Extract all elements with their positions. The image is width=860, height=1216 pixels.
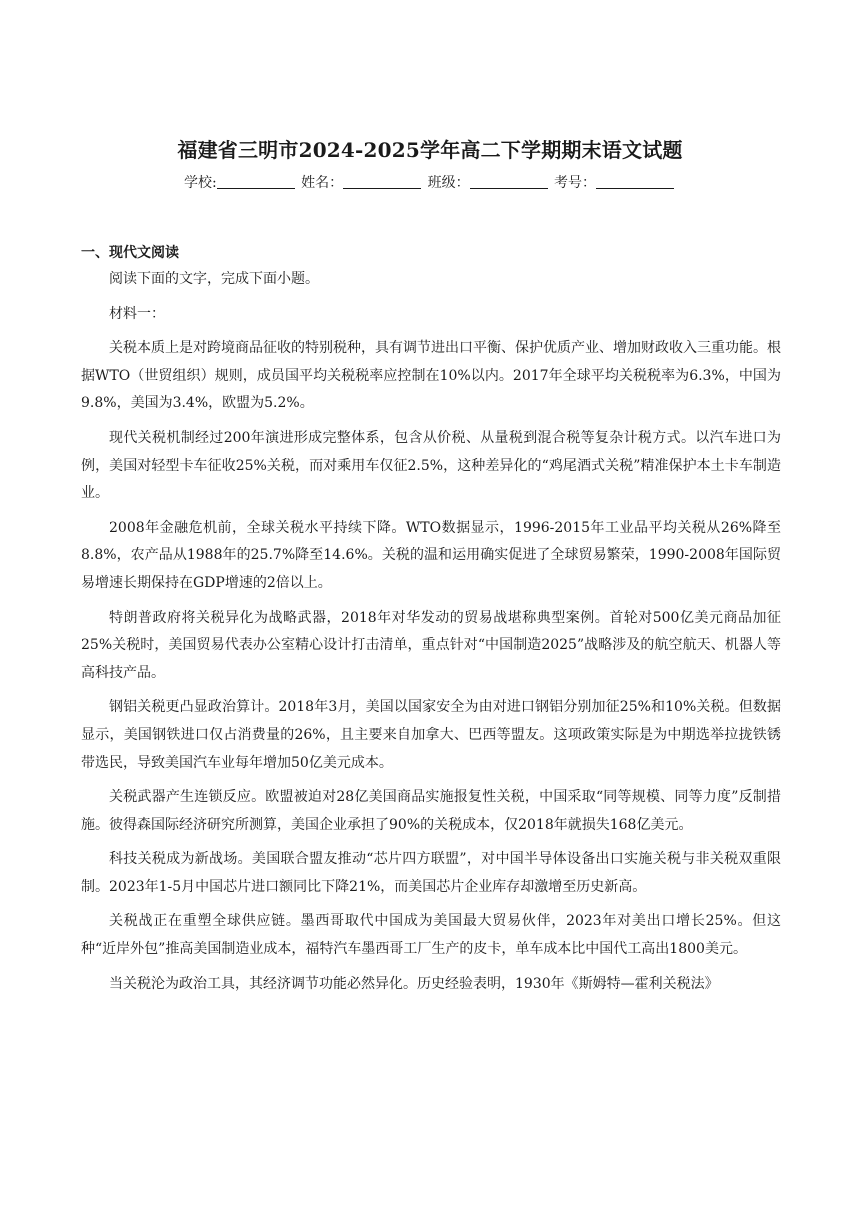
paragraph: 科技关税成为新战场。美国联合盟友推动“芯片四方联盟”，对中国半导体设备出口实施关税与非关税双重限制。2023年1-5月中国芯片进口额同比下降21%，而美国芯片企业库存却激增至历史新高。 [81,851,781,895]
name-blank[interactable] [343,174,421,189]
paragraph: 钢铝关税更凸显政治算计。2018年3月，美国以国家安全为由对进口钢铝分别加征25%和10%关税。但数据显示，美国钢铁进口仅占消费量的26%，且主要来自加拿大、巴西等盟友。这项政策实际是为中期选举拉拢铁锈带选民，导致美国汽车业每年增加50亿美元成本。 [81,699,781,771]
paragraph: 特朗普政府将关税异化为战略武器，2018年对华发动的贸易战堪称典型案例。首轮对500亿美元商品加征25%关税时，美国贸易代表办公室精心设计打击清单，重点针对“中国制造2025”战略涉及的航空航天、机器人等高科技产品。 [81,609,781,681]
paragraph: 关税本质上是对跨境商品征收的特别税种，具有调节进出口平衡、保护优质产业、增加财政收入三重功能。根据WTO（世贸组织）规则，成员国平均关税税率应控制在10%以内。2017年全球平均关税税率为6.3%，中国为9.8%，美国为3.4%，欧盟为5.2%。 [81,340,781,412]
class-label: 班级： [427,175,470,191]
paragraph: 2008年金融危机前，全球关税水平持续下降。WTO数据显示，1996-2015年工业品平均关税从26%降至8.8%，农产品从1988年的25.7%降至14.6%。关税的温和运用确实促进了全球贸易繁荣，1990-2008年国际贸易增速长期保持在GDP增速的2倍以上。 [81,519,781,591]
exam-number-label: 考号： [554,175,597,191]
reading-passage [81,266,781,998]
school-blank[interactable] [217,174,295,189]
class-blank[interactable] [470,174,548,189]
material-label: 材料一： [109,305,165,322]
paragraph: 当关税沦为政治工具，其经济调节功能必然异化。历史经验表明，1930年《斯姆特—霍利关税法》 [109,975,719,992]
student-info-line [0,172,860,192]
page-title: 福建省三明市2024-2025学年高二下学期期末语文试题 [177,138,683,162]
paragraph: 现代关税机制经过200年演进形成完整体系，包含从价税、从量税到混合税等复杂计税方式。以汽车进口为例，美国对轻型卡车征收25%关税，而对乘用车仅征2.5%，这种差异化的“鸡尾酒式关税”精准保护本土卡车制造业。 [81,429,781,502]
exam-number-blank[interactable] [596,174,674,189]
exam-number-field [554,172,676,192]
instruction-text: 阅读下面的文字，完成下面小题。 [109,271,319,287]
paragraph: 关税战正在重塑全球供应链。墨西哥取代中国成为美国最大贸易伙伴，2023年对美出口增长25%。但这种“近岸外包”推高美国制造业成本，福特汽车墨西哥工厂生产的皮卡，单车成本比中国代工高出1800美元。 [81,913,781,958]
section-heading: 一、现代文阅读 [81,245,179,261]
school-field [184,172,297,192]
name-field [301,172,423,192]
class-field [428,172,550,192]
school-label: 学校: [183,175,217,191]
paragraph: 关税武器产生连锁反应。欧盟被迫对28亿美国商品实施报复性关税，中国采取“同等规模、同等力度”反制措施。彼得森国际经济研究所测算，美国企业承担了90%的关税成本，仅2018年就损失168亿美元。 [81,789,781,833]
name-label: 姓名： [301,175,344,191]
